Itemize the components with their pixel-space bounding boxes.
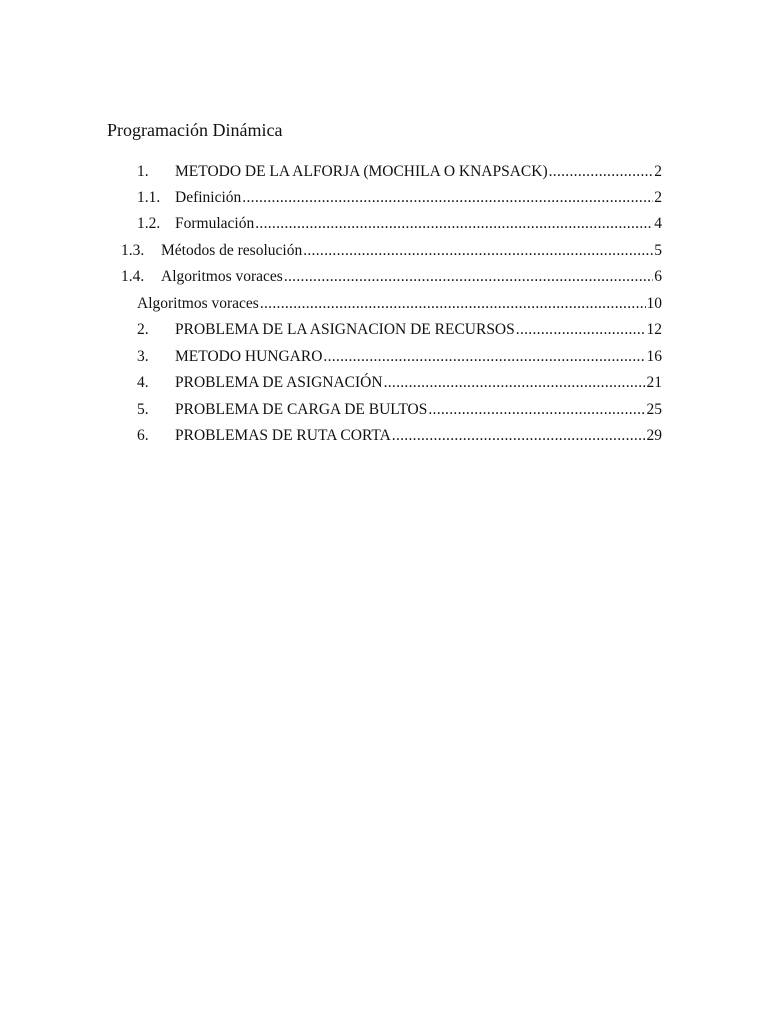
toc-entry[interactable] (137, 161, 662, 183)
toc-dot-leader (242, 187, 653, 209)
toc-entry[interactable] (137, 293, 662, 315)
toc-entry-page: 4 (654, 215, 662, 232)
toc-entry-page: 2 (654, 163, 662, 180)
toc-entry-label: Formulación (175, 215, 255, 232)
toc-entry[interactable] (121, 240, 662, 262)
toc-entry-number: 4. (137, 374, 149, 391)
toc-entry-number: 1.3. (121, 242, 145, 259)
toc-dot-leader (323, 346, 645, 368)
toc-entry-number: 6. (137, 427, 149, 444)
toc-entry-number: 1.1. (137, 189, 161, 206)
toc-entry-page: 2 (654, 189, 662, 206)
toc-dot-leader (260, 293, 646, 315)
toc-entry[interactable] (121, 266, 662, 288)
toc-entry[interactable] (137, 346, 662, 368)
toc-entry-page: 25 (646, 401, 662, 418)
toc-dot-leader (428, 399, 645, 421)
toc-entry[interactable] (137, 213, 662, 235)
toc-entry-label: Algoritmos voraces (161, 268, 283, 285)
toc-dot-leader (384, 372, 646, 394)
toc-entry[interactable] (137, 319, 662, 341)
toc-entry-page: 21 (646, 374, 662, 391)
toc-entry-label: METODO HUNGARO (175, 348, 323, 365)
toc-entry-number: 3. (137, 348, 149, 365)
toc-dot-leader (255, 213, 653, 235)
toc-entry-label: METODO DE LA ALFORJA (MOCHILA O KNAPSACK) (175, 163, 548, 180)
toc-entry-number: 2. (137, 321, 149, 338)
toc-entry-page: 16 (646, 348, 662, 365)
toc-entry-page: 6 (654, 268, 662, 285)
toc-entry-page: 29 (646, 427, 662, 444)
toc-dot-leader (284, 266, 653, 288)
toc-entry-label: PROBLEMA DE ASIGNACIÓN (175, 374, 383, 391)
toc-entry-number: 1.4. (121, 268, 145, 285)
toc-entry[interactable] (137, 425, 662, 447)
toc-entry-page: 12 (646, 321, 662, 338)
toc-entry[interactable] (137, 372, 662, 394)
toc-entry-label: PROBLEMA DE CARGA DE BULTOS (175, 401, 428, 418)
toc-entry[interactable] (137, 187, 662, 209)
toc-entry-number: 1. (137, 163, 149, 180)
toc-entry-number: 5. (137, 401, 149, 418)
document-title: Programación Dinámica (107, 120, 283, 140)
toc-entry-number: 1.2. (137, 215, 161, 232)
toc-dot-leader (303, 240, 653, 262)
toc-dot-leader (392, 425, 646, 447)
toc-entry-page: 10 (646, 295, 662, 312)
toc-entry-label: PROBLEMA DE LA ASIGNACION DE RECURSOS (175, 321, 515, 338)
toc-dot-leader (549, 161, 654, 183)
toc-entry-label: Definición (175, 189, 242, 206)
toc-entry-label: Algoritmos voraces (137, 295, 259, 312)
toc-dot-leader (516, 319, 646, 341)
toc-entry-label: PROBLEMAS DE RUTA CORTA (175, 427, 391, 444)
toc-entry[interactable] (137, 399, 662, 421)
toc-entry-label: Métodos de resolución (161, 242, 303, 259)
toc-entry-page: 5 (654, 242, 662, 259)
